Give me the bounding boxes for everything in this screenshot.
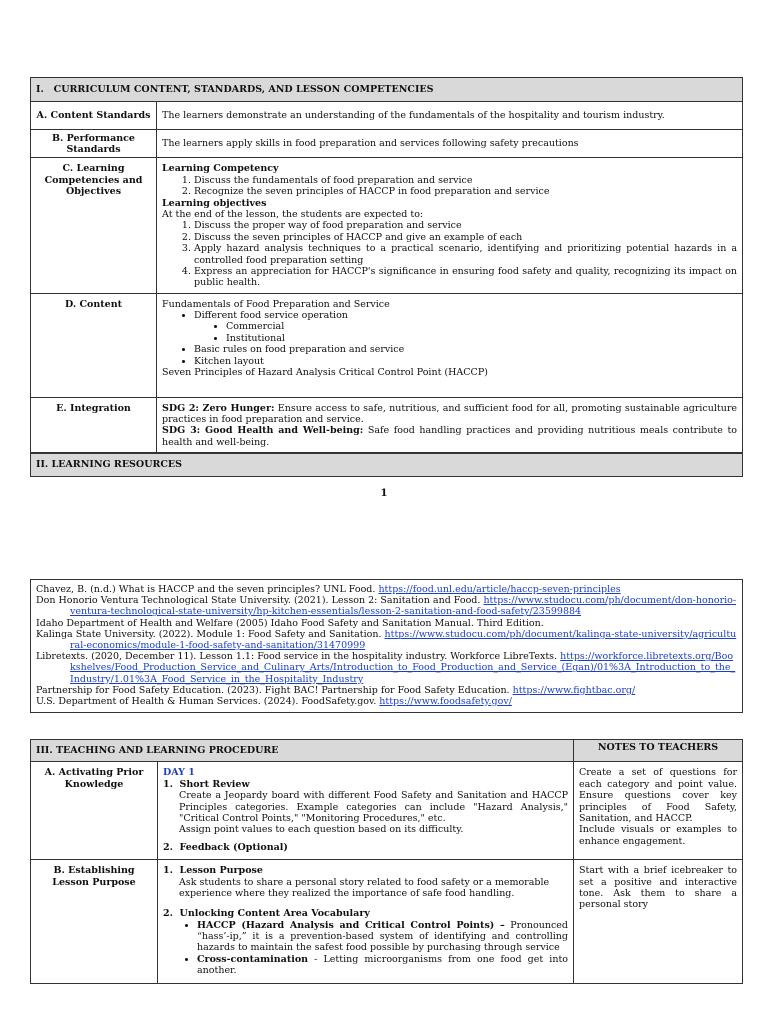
notes-text: Create a set of questions for each category and point value. Ensure questions cover key principles of Food Safety, Sanitation, and HACCP. [579, 767, 737, 824]
section3-header: III. TEACHING AND LEARNING PROCEDURE [31, 740, 574, 762]
resource-link[interactable]: https://food.unl.edu/article/haccp-seven-principles [378, 584, 621, 595]
vocabulary-definition: - Letting microorganisms from one food get into another. [197, 953, 568, 977]
resource-text: Partnership for Food Safety Education. (2023). Fight BAC! Partnership for Food Safety Education. [36, 684, 513, 696]
lesson-purpose-notes: Start with a brief icebreaker to set a positive and interactive tone. Ask them to share a personal story [574, 860, 743, 984]
resource-text: U.S. Department of Health & Human Services. (2024). FoodSafety.gov. [36, 696, 380, 708]
resource-text: Idaho Department of Health and Welfare (2005) Idaho Food Safety and Sanitation Manual. Third Edition. [36, 617, 544, 629]
competency-item: 2. Recognize the seven principles of HACCP in food preparation and service [194, 186, 737, 197]
activating-knowledge-notes [574, 762, 743, 860]
content-label: D. Content [31, 293, 157, 397]
resource-link[interactable]: https://www.foodsafety.gov/ [379, 696, 512, 708]
activating-knowledge-label: A. Activating Prior Knowledge [31, 762, 158, 860]
vocabulary-definition: Pronounced “hass’-ip,” it is a prevention-based system of identifying and controlling hazards to maintain the safest food possible by purchasing through service [197, 919, 569, 954]
notes-header: NOTES TO TEACHERS [574, 740, 743, 762]
integration-cell [157, 397, 743, 453]
objectives-heading: Learning objectives [162, 197, 267, 209]
resource-text: Chavez, B. (n.d.) What is HACCP and the seven principles? UNL Food. [36, 584, 379, 595]
performance-standards-text: The learners apply skills in food preparation and services following safety precautions [157, 130, 743, 158]
sdg3-label: SDG 3: Good Health and Well-being: [162, 425, 364, 437]
content-outro: Seven Principles of Hazard Analysis Critical Control Point (HACCP) [162, 367, 488, 379]
objective-item: 1. Discuss the proper way of food preparation and service [194, 220, 737, 231]
sdg3-paragraph [162, 425, 737, 448]
content-intro: Fundamentals of Food Preparation and Service [162, 298, 390, 310]
content-item: • Different food service operation [194, 310, 737, 321]
integration-label: E. Integration [31, 397, 157, 453]
objective-item: 3. Apply hazard analysis techniques to a practical scenario, identifying and prioritizing potential hazards in a controlled food preparation setting [194, 243, 737, 266]
vocabulary-item [197, 954, 568, 977]
short-review-text: Create a Jeopardy board with different Food Safety and Sanitation and HACCP Principles categories. Example categories can include "Hazard Analysis," "Critical Control Points," "Monitoring Procedures," etc. [179, 790, 568, 824]
performance-standards-label: B. Performance Standards [31, 130, 157, 158]
curriculum-table [30, 77, 743, 477]
resources-table [30, 579, 743, 713]
resource-item [36, 651, 737, 685]
resource-text: Kalinga State University. (2022). Module 1: Food Safety and Sanitation. [36, 628, 385, 640]
lesson-purpose-cell [158, 860, 574, 984]
notes-text2: Include visuals or examples to enhance engagement. [579, 824, 737, 847]
short-review-text2: Assign point values to each question based on its difficulty. [179, 824, 464, 836]
resource-link[interactable]: https://www.studocu.com/ph/document/don-honorio-ventura-technological-state-university/hp-kitchen-essentials/lesson-2-sanitation-and-food-safety/23599884 [70, 595, 737, 618]
section2-header: II. LEARNING RESOURCES [31, 453, 743, 476]
resource-text: Libretexts. (2020, December 11). Lesson 1.1: Food service in the hospitality industry. Workforce LibreTexts. [36, 651, 561, 663]
resource-link[interactable]: https://www.fightbac.org/ [512, 684, 636, 696]
resource-item [36, 696, 737, 707]
vocabulary-term: Cross-contamination [197, 953, 309, 965]
resource-link[interactable]: https://www.studocu.com/ph/document/kalinga-state-university/agricultural-economics/module-1-food-safety-and-sanitation/31470999 [70, 628, 737, 652]
objectives-intro: At the end of the lesson, the students are expected to: [162, 208, 424, 220]
resource-item [36, 629, 737, 651]
vocabulary-term: HACCP (Hazard Analysis and Critical Control Points) – [197, 919, 505, 931]
competency-item: 1. Discuss the fundamentals of food preparation and service [194, 175, 737, 186]
short-review-title: 1. Short Review [163, 778, 250, 790]
content-item: • Kitchen layout [194, 356, 737, 367]
competencies-cell [157, 158, 743, 293]
resource-item [36, 685, 737, 696]
resource-item [36, 595, 737, 617]
activating-knowledge-cell [158, 762, 574, 860]
resource-link[interactable]: https://workforce.libretexts.org/Bookshelves/Food_Production_Service_and_Culinary_Arts/Introduction_to_Food_Production_and_Service_(Egan)/01%3A_Introduction_to_the_Industry/1.01%3A_Food_Service_in_the_Hospitality_Industry [70, 651, 736, 685]
vocabulary-item [197, 920, 568, 954]
day-label: DAY 1 [163, 767, 195, 779]
page-number: 1 [380, 488, 388, 499]
content-cell [157, 293, 743, 397]
resource-text: Don Honorio Ventura Technological State University. (2021). Lesson 2: Sanitation and Food. [36, 595, 484, 607]
objective-item: 2. Discuss the seven principles of HACCP and give an example of each [194, 232, 737, 243]
sdg2-text: Ensure access to safe, nutritious, and sufficient food for all, promoting sustainable agriculture practices in food preparation and service. [162, 402, 737, 426]
content-item: • Basic rules on food preparation and service [194, 344, 737, 355]
procedure-table [30, 739, 743, 984]
resource-item [36, 584, 737, 595]
lesson-purpose-title: 1. Lesson Purpose [163, 865, 263, 877]
competencies-label: C. Learning Competencies and Objectives [31, 158, 157, 293]
lesson-purpose-label: B. Establishing Lesson Purpose [31, 860, 158, 984]
sdg2-label: SDG 2: Zero Hunger: [162, 402, 275, 414]
content-subitem: • Institutional [226, 333, 737, 344]
resource-item [36, 618, 737, 629]
content-subitem: • Commercial [226, 321, 737, 332]
feedback-title: 2. Feedback (Optional) [163, 841, 288, 853]
section1-header: I. CURRICULUM CONTENT, STANDARDS, AND LESSON COMPETENCIES [31, 78, 743, 102]
content-standards-label: A. Content Standards [31, 102, 157, 130]
competency-heading: Learning Competency [162, 163, 279, 175]
sdg3-text: Safe food handling practices and providing nutritious meals contribute to health and well-being. [162, 425, 737, 448]
resources-cell [31, 580, 743, 713]
objective-item: 4. Express an appreciation for HACCP's significance in ensuring food safety and quality, recognizing its impact on public health. [194, 266, 737, 289]
content-standards-text: The learners demonstrate an understanding of the fundamentals of the hospitality and tourism industry. [157, 102, 743, 130]
lesson-purpose-text: Ask students to share a personal story related to food safety or a memorable experience where they realized the importance of safe food handling. [179, 876, 550, 899]
sdg2-paragraph [162, 403, 737, 426]
vocabulary-title: 2. Unlocking Content Area Vocabulary [163, 908, 370, 920]
